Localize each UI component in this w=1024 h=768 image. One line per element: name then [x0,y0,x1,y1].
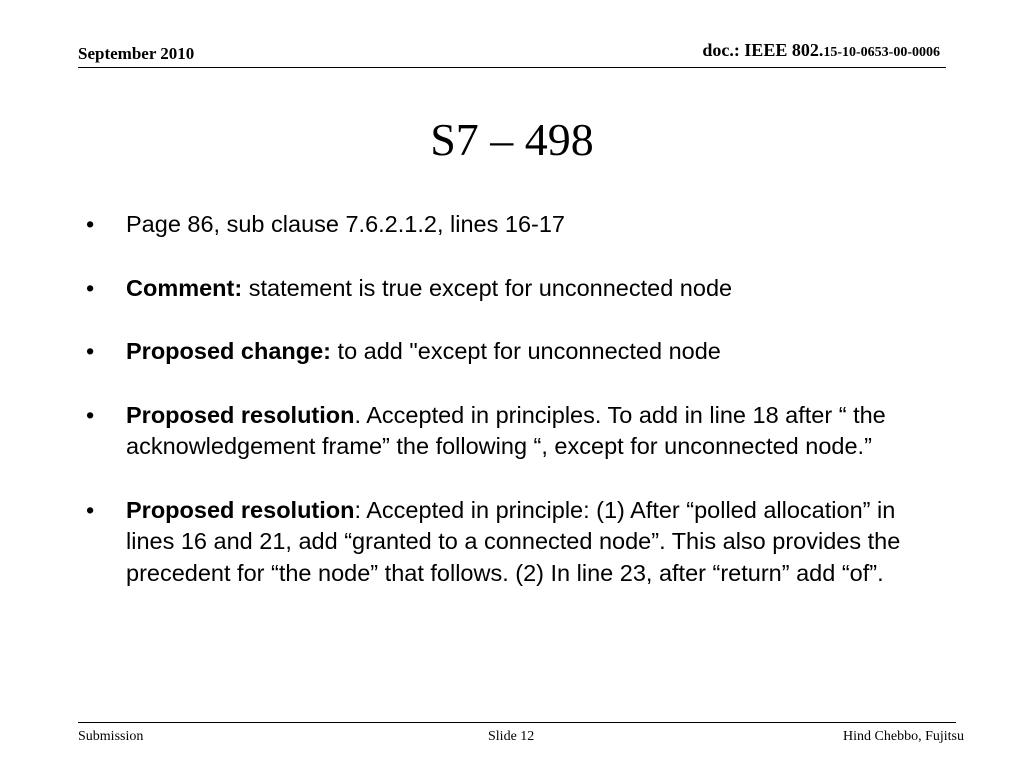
bullet-label: Proposed change: [126,338,332,364]
bullet-text: . Accepted in principles. To add in line 18 after “ the acknowledgement frame” the following “, except for unconnected node.” [126,401,886,459]
bullet-text: : Accepted in principle: (1) After “polled allocation” in lines 16 and 21, add “granted to a connected node”. This also provides the precedent for “the node” that follows. (2) In line 23, after “return” add “of”. [126,496,901,586]
header-date: September 2010 [78,44,195,63]
footer-submission: Submission [78,729,144,744]
bullet-list [86,209,936,601]
bullet-label: Proposed resolution [126,496,355,523]
bullet-item [86,209,936,241]
header-doc-id [702,40,940,61]
bullet-text: to add "except for unconnected node [331,338,721,364]
header-divider [78,67,946,68]
slide-title: S7 – 498 [430,114,594,165]
doc-prefix: doc.: IEEE 802. [702,40,824,60]
bullet-symbol: • [86,274,95,301]
bullet-item [86,336,936,368]
bullet-label: Comment: [126,274,243,301]
bullet-text: statement is true except for unconnected node [242,274,733,301]
bullet-text: Page 86, sub clause 7.6.2.1.2, lines 16-17 [126,211,565,237]
bullet-label: Proposed resolution [126,401,355,428]
bullet-symbol: • [86,401,95,428]
bullet-symbol: • [86,338,95,364]
bullet-item [86,400,936,463]
footer-divider [78,722,956,723]
bullet-item [86,495,936,590]
bullet-item [86,273,936,305]
bullet-symbol: • [86,211,95,237]
footer-slide-number: Slide 12 [488,729,535,744]
footer-author: Hind Chebbo, Fujitsu [843,729,964,744]
bullet-symbol: • [86,496,95,523]
doc-number: 15-10-0653-00-0006 [823,45,940,60]
